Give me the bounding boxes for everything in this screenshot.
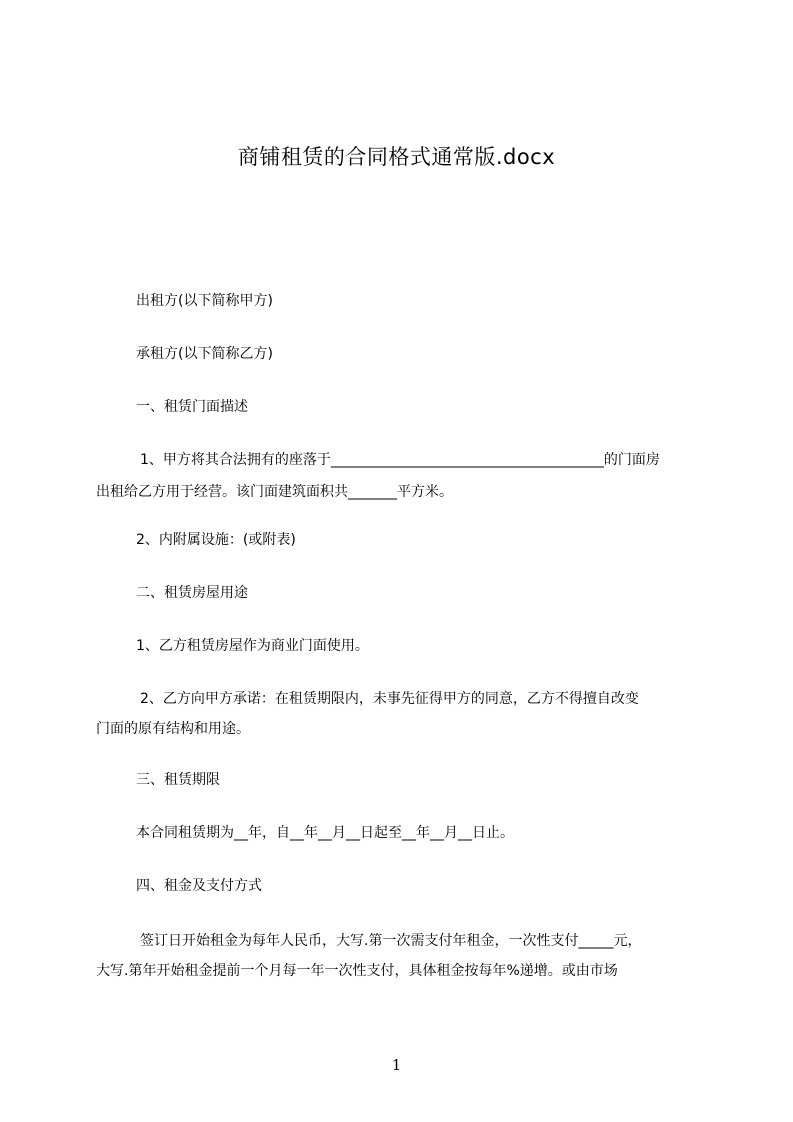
section-heading-3: 三、租赁期限 (136, 772, 220, 788)
paragraph-4-1-line2: 大写.第年开始租金提前一个月每一年一次性支付，具体租金按每年%递增。或由市场 (96, 963, 618, 979)
paragraph-2-1: 1、乙方租赁房屋作为商业门面使用。 (136, 638, 369, 654)
section-heading-1: 一、租赁门面描述 (136, 399, 248, 415)
paragraph-2-2-line1: 2、乙方向甲方承诺：在租赁期限内，未事先征得甲方的同意，乙方不得擅自改变 (140, 691, 639, 707)
paragraph-1-1-line1: 1、甲方将其合法拥有的座落于_______________________________________的门面房 (140, 452, 660, 468)
document-title: 商铺租赁的合同格式通常版.docx (237, 145, 556, 169)
section-heading-2: 二、租赁房屋用途 (136, 585, 248, 601)
paragraph-lessee: 承租方(以下简称乙方) (136, 346, 273, 362)
paragraph-4-1-line1: 签订日开始租金为每年人民币，大写.第一次需支付年租金，一次性支付_____元， (140, 933, 642, 949)
paragraph-1-2: 2、内附属设施：(或附表) (136, 532, 296, 548)
paragraph-1-1-line2: 出租给乙方用于经营。该门面建筑面积共_______平方米。 (96, 484, 453, 500)
page-number: 1 (391, 1056, 402, 1074)
paragraph-2-2-line2: 门面的原有结构和用途。 (96, 721, 250, 737)
section-heading-4: 四、租金及支付方式 (136, 878, 262, 894)
paragraph-3-1: 本合同租赁期为__年，自__年__月__日起至__年__月__日止。 (136, 825, 514, 841)
paragraph-lessor: 出租方(以下简称甲方) (136, 293, 273, 309)
